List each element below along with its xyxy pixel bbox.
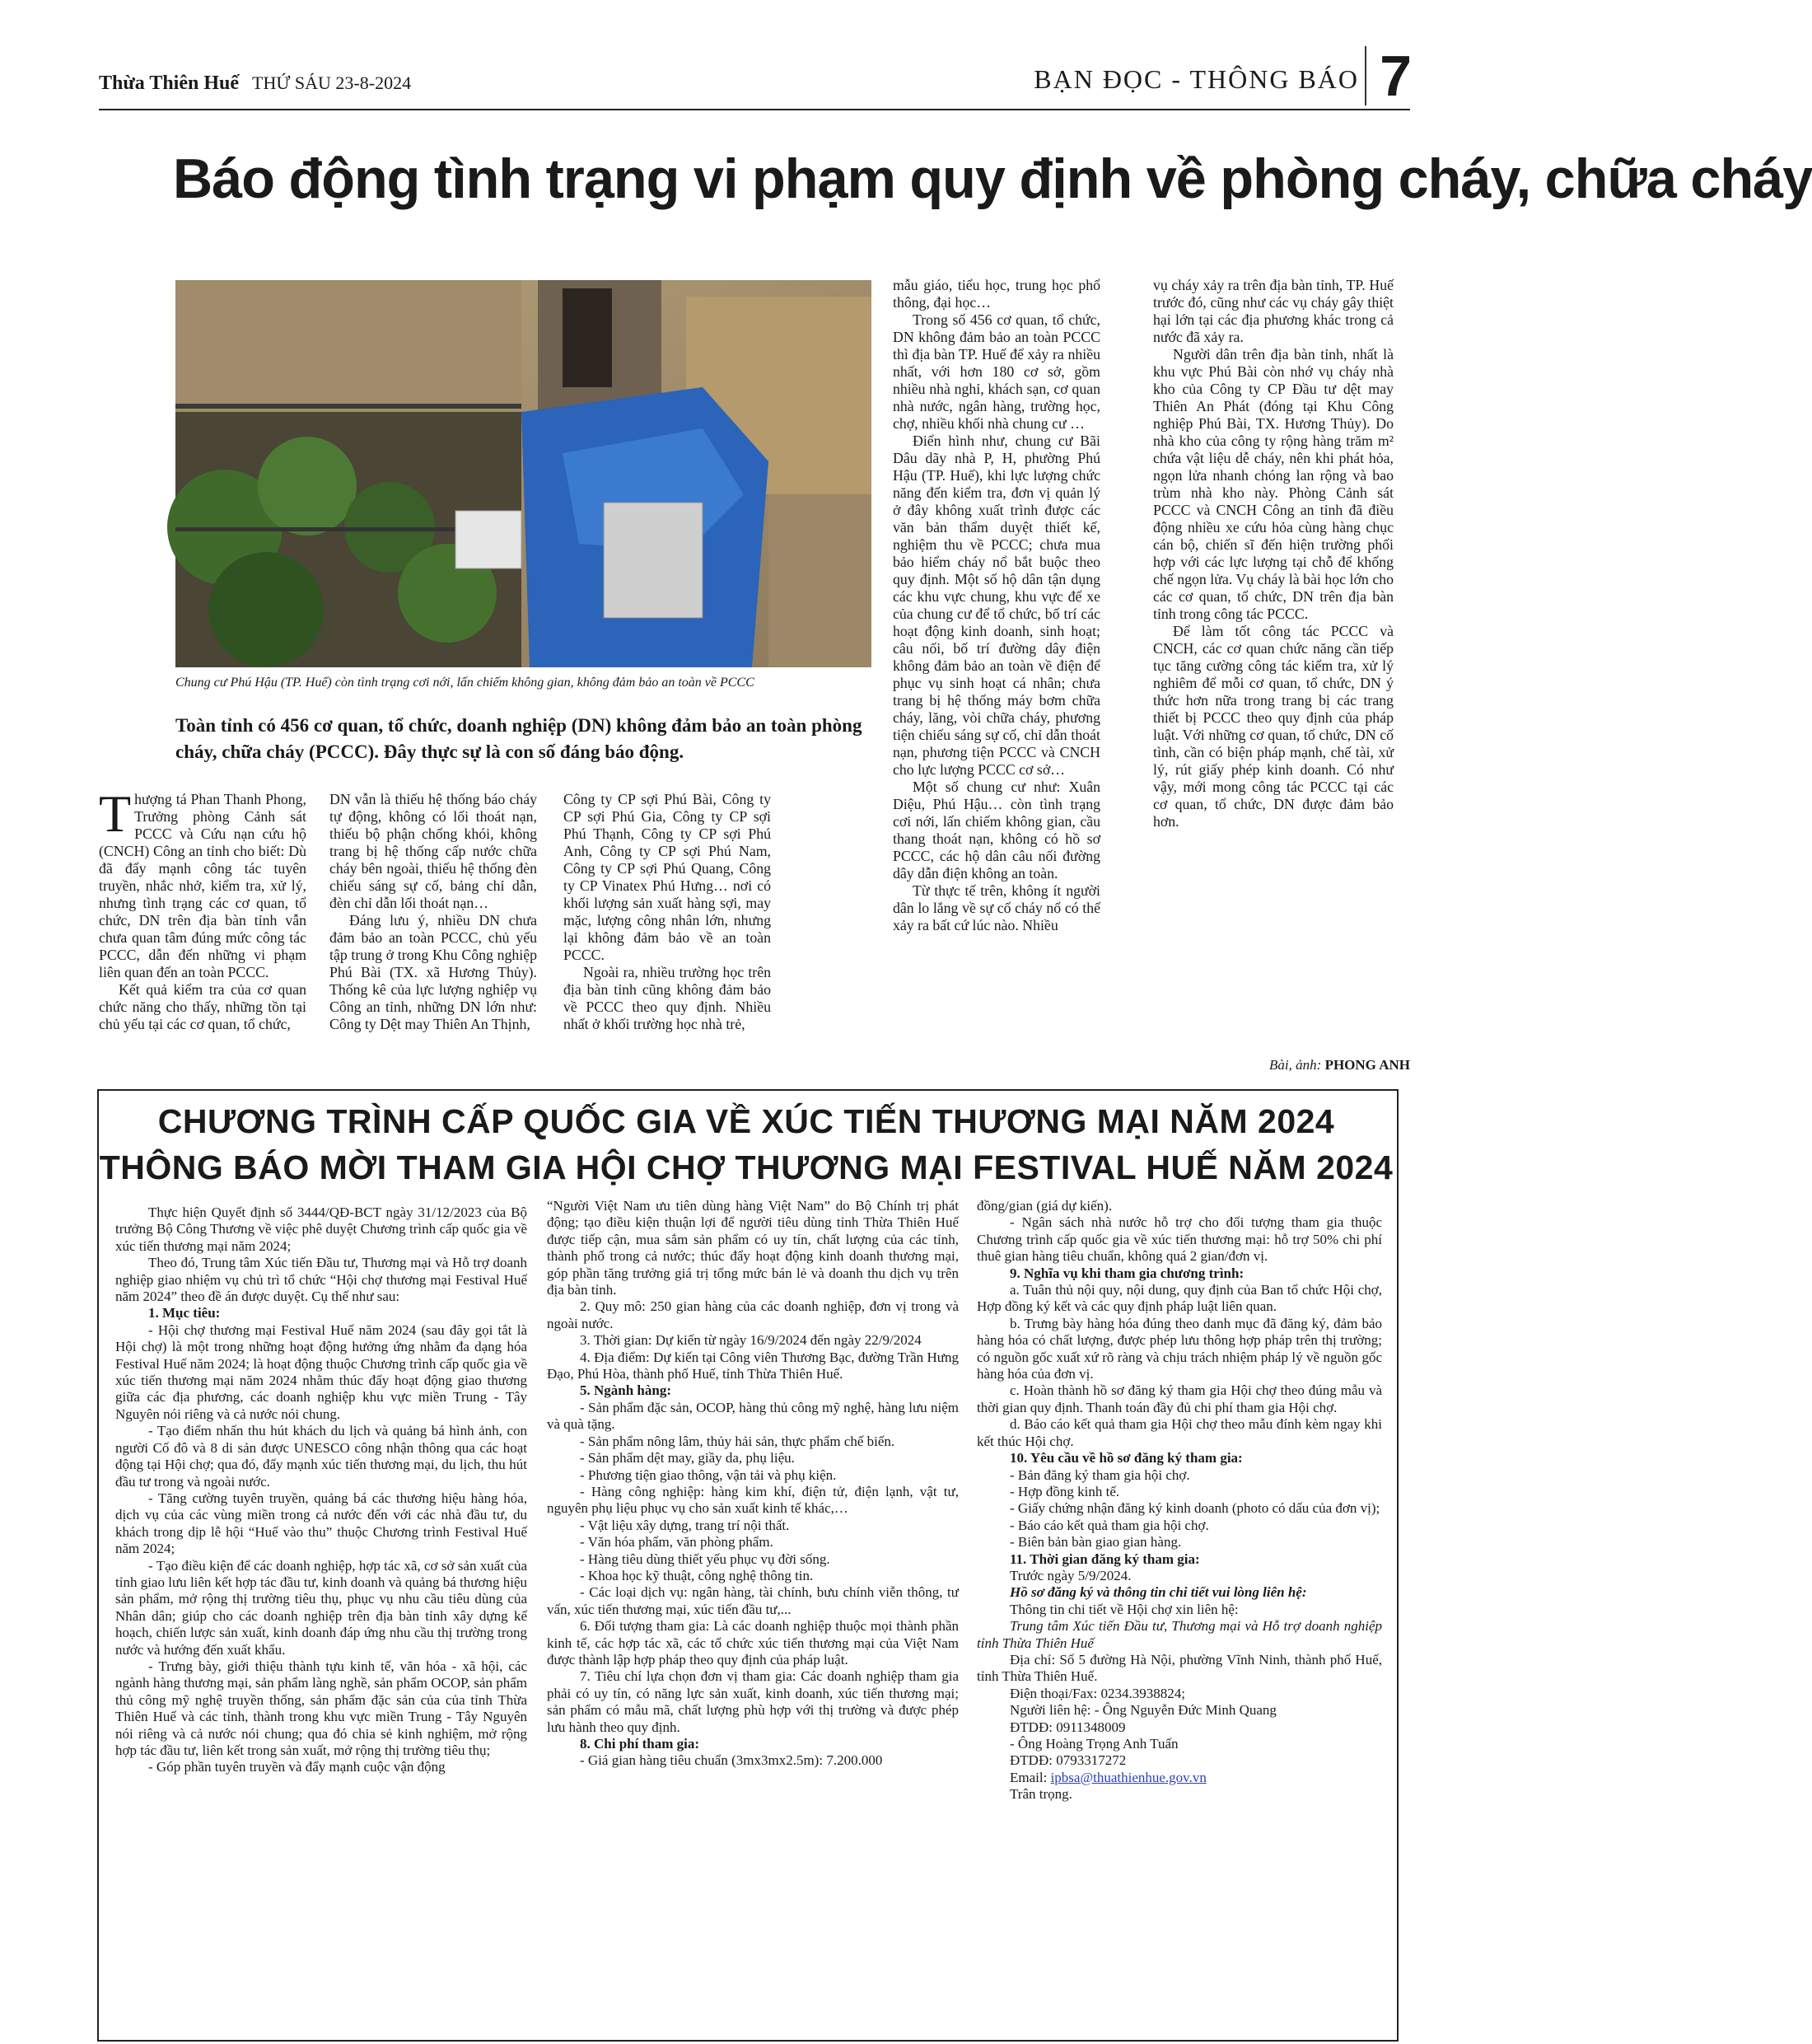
paragraph: - Tạo điểm nhấn thu hút khách du lịch và quảng bá hình ảnh, con người Cố đô và 8 di sản được UNESCO công nhận thông qua các hoạt động tại Hội chợ; qua đó, đẩy mạnh xúc tiến thương mại, du lịch, thu hút đầu tư trong và ngoài nước. <box>115 1423 527 1490</box>
article-column-5 <box>1153 277 1394 830</box>
paragraph: Công ty CP sợi Phú Bài, Công ty CP sợi Phú Gia, Công ty CP sợi Phú Thạnh, Công ty CP sợi Phú Anh, Công ty CP sợi Phú Nam, Công ty CP sợi Phú Quang, Công ty CP Vinatex Phú Hưng… nơi có khối lượng sản xuất hàng sợi, may mặc, lượng công nhân lớn, nhưng lại không đảm bảo về an toàn PCCC. <box>563 791 771 963</box>
notice-title-1: CHƯƠNG TRÌNH CẤP QUỐC GIA VỀ XÚC TIẾN THƯƠNG MẠI NĂM 2024 <box>157 1102 1335 1140</box>
paragraph: Thực hiện Quyết định số 3444/QĐ-BCT ngày 31/12/2023 của Bộ trưởng Bộ Công Thương về việc phê duyệt Chương trình cấp quốc gia về xúc tiến thương mại năm 2024; <box>115 1204 527 1254</box>
newspaper-name: Thừa Thiên Huế <box>99 72 240 94</box>
paragraph: - Giá gian hàng tiêu chuẩn (3mx3mx2.5m): 7.200.000 <box>580 1752 883 1769</box>
paragraph: - Góp phần tuyên truyền và đẩy mạnh cuộc vận động <box>148 1759 446 1775</box>
paragraph: đồng/gian (giá dự kiến). <box>977 1198 1113 1214</box>
article-column-4 <box>893 277 1100 934</box>
article-column-3 <box>563 791 771 1033</box>
paragraph: - Các loại dịch vụ: ngân hàng, tài chính, bưu chính viễn thông, tư vấn, xúc tiến thương mại, xúc tiến đầu tư,... <box>547 1584 959 1617</box>
paragraph: mẫu giáo, tiểu học, trung học phổ thông, đại học… <box>893 277 1100 311</box>
paragraph: Trước ngày 5/9/2024. <box>1010 1567 1132 1583</box>
section-heading: 5. Ngành hàng: <box>580 1382 672 1399</box>
paragraph: Theo đó, Trung tâm Xúc tiến Đầu tư, Thương mại và Hỗ trợ doanh nghiệp giao nhiệm vụ chủ trì tổ chức “Hội chợ thương mại Festival Huế năm 2024” theo đề án được duyệt. Cụ thể như sau: <box>115 1255 527 1305</box>
contact-heading: Hồ sơ đăng ký và thông tin chi tiết vui lòng liên hệ: <box>1010 1584 1307 1601</box>
paragraph: 7. Tiêu chí lựa chọn đơn vị tham gia: Các doanh nghiệp tham gia phải có uy tín, có năng lực sản xuất, kinh doanh, xúc tiến thương mại; sản phẩm có mẫu mã, chất lượng phù hợp với thị trường và được phép lưu hành theo quy định. <box>547 1668 959 1735</box>
paragraph: Để làm tốt công tác PCCC và CNCH, các cơ quan chức năng cần tiếp tục tăng cường công tác kiểm tra, xử lý nghiêm để mỗi cơ quan, tổ chức, DN ý thức hơn nữa trong trang bị các trang thiết bị PCCC theo quy định của pháp luật. Với những cơ quan, tổ chức, DN cố tình, cần có biện pháp mạnh, chế tài, xử lý, rút giấy phép kinh doanh. Có như vậy, mới mong công tác PCCC tại các cơ quan, tổ chức, DN được đảm bảo hơn. <box>1153 623 1394 830</box>
paragraph: “Người Việt Nam ưu tiên dùng hàng Việt Nam” do Bộ Chính trị phát động; tạo điều kiện thuận lợi để người tiêu dùng tỉnh Thừa Thiên Huế được tiếp cận, mua sắm sản phẩm có uy tín, chất lượng của các tỉnh, thành phố trong cả nước; thúc đẩy hoạt động kinh doanh thương mại, góp phần tăng trưởng giá trị tổng mức bán lẻ và doanh thu dịch vụ trên địa bàn tỉnh. <box>547 1198 959 1298</box>
article-column-2 <box>329 791 537 1033</box>
paragraph: Kết quả kiểm tra của cơ quan chức năng cho thấy, những tồn tại chủ yếu tại các cơ quan, tổ chức, <box>99 981 306 1032</box>
paragraph: - Ngân sách nhà nước hỗ trợ cho đối tượng tham gia thuộc Chương trình cấp quốc gia về xúc tiến thương mại: hỗ trợ 50% chi phí thuê gian hàng tiêu chuẩn, không quá 2 gian/đơn vị. <box>977 1214 1382 1265</box>
paragraph: b. Trưng bày hàng hóa đúng theo danh mục đã đăng ký, đảm bảo hàng hóa có chất lượng, được phép lưu thông hợp pháp trên thị trường; có nguồn gốc xuất xứ rõ ràng và chịu trách nhiệm pháp lý về nguồn gốc hàng hóa của đơn vị. <box>977 1315 1382 1382</box>
mobile-phone: ĐTDĐ: 0911348009 <box>1010 1719 1126 1735</box>
paragraph: - Tăng cường tuyên truyền, quảng bá các thương hiệu hàng hóa, dịch vụ của các vùng miền trong cả nước đến với các nhà đầu tư, du khách trong dịp lễ hội “Huế vào thu” thuộc Chương trình Festival Huế năm 2024; <box>115 1490 527 1557</box>
article-headline: Báo động tình trạng vi phạm quy định về phòng cháy, chữa cháy <box>173 147 1812 210</box>
paragraph: Điển hình như, chung cư Bãi Dâu dãy nhà P, H, phường Phú Hậu (TP. Huế), khi lực lượng chức năng đến kiểm tra, đơn vị quản lý ở đây không xuất trình được các văn bản thẩm duyệt thiết kế, nghiệm thu về PCCC; chưa mua bảo hiểm cháy nổ bắt buộc theo quy định. Một số hộ dân tận dụng các khu vực chung, khu vực để xe của chung cư để tổ chức, bố trí các hoạt động kinh doanh, sinh hoạt; câu nối, bố trí đường dây điện không đảm bảo an toàn về điện để phục vụ sinh hoạt cá nhân; chưa trang bị hệ thống máy bơm chữa cháy, lăng, vòi chữa cháy, phương tiện chiếu sáng sự cố, chỉ dẫn thoát nạn, phương tiện PCCC và CNCH cho lực lượng PCCC cơ sở… <box>893 433 1100 778</box>
paragraph: - Trưng bày, giới thiệu thành tựu kinh tế, văn hóa - xã hội, các ngành hàng thương mại, sản phẩm làng nghề, sản phẩm OCOP, sản phẩm thủ công mỹ nghệ truyền thống, sản phẩm đặc sản của của tỉnh Thừa Thiên Huế và các tỉnh, thành trong khu vực miền Trung - Tây Nguyên nói riêng và cả nước nói chung; qua đó chia sẻ kinh nghiệm, mở rộng hợp tác đầu tư, liên kết trong sản xuất, mở rộng thị trường tiêu thụ; <box>115 1658 527 1758</box>
paragraph: 4. Địa điểm: Dự kiến tại Công viên Thương Bạc, đường Trần Hưng Đạo, Phú Hòa, thành phố Huế, tỉnh Thừa Thiên Huế. <box>547 1349 959 1382</box>
dropcap: T <box>99 784 132 843</box>
paragraph: Từ thực tế trên, không ít người dân lo lắng về sự cố cháy nổ có thể xảy ra bất cứ lúc nào. Nhiều <box>893 882 1100 933</box>
section-heading: 10. Yêu cầu về hồ sơ đăng ký tham gia: <box>1010 1450 1243 1466</box>
phone-fax: Điện thoại/Fax: 0234.3938824; <box>1010 1685 1185 1701</box>
mobile-phone: ĐTDĐ: 0793317272 <box>1010 1752 1127 1769</box>
email-label: Email: <box>1010 1769 1048 1785</box>
paragraph: 6. Đối tượng tham gia: Là các doanh nghiệp thuộc mọi thành phần kinh tế, các hợp tác xã, các tổ chức xúc tiến thương mại của Việt Nam được thành lập hợp pháp theo quy định của pháp luật. <box>547 1618 959 1667</box>
paragraph: - Tạo điều kiện để các doanh nghiệp, hợp tác xã, cơ sở sản xuất của tỉnh giao lưu liên kết hợp tác đầu tư, kinh doanh và quảng bá thương hiệu sản phẩm, mở rộng thị trường tiêu thụ, phục vụ nhu cầu tiêu dùng của Nhân dân; giúp cho các doanh nghiệp trên địa bàn tỉnh xây dựng kế hoạch, chiến lược sản xuất, kinh doanh đáp ứng nhu cầu thị trường trong nước và hướng đến xuất khẩu. <box>115 1557 527 1658</box>
paragraph: Thông tin chi tiết về Hội chợ xin liên hệ: <box>1010 1601 1239 1617</box>
paragraph: 3. Thời gian: Dự kiến từ ngày 16/9/2024 đến ngày 22/9/2024 <box>580 1332 922 1349</box>
paragraph: DN vẫn là thiếu hệ thống báo cháy tự động, không có lối thoát nạn, thiếu bộ phận chống khói, không trang bị hệ thống cấp nước chữa cháy bên ngoài, thiếu hệ thống đèn chiếu sáng sự cố, bảng chỉ dẫn, đèn chỉ dẫn lối thoát nạn… <box>329 791 537 911</box>
paragraph: Một số chung cư như: Xuân Diệu, Phú Hậu… còn tình trạng cơi nới, lấn chiếm không gian, cầu thang thoát nạn, không có hồ sơ PCCC, các hộ dân câu nối đường dây dẫn điện không an toàn. <box>893 779 1100 882</box>
issue-date: THỨ SÁU 23-8-2024 <box>252 72 412 93</box>
paragraph: Đáng lưu ý, nhiều DN chưa đảm bảo an toàn PCCC, chủ yếu tập trung ở trong Khu Công nghiệp Phú Bài (TX. xã Hương Thủy). Thống kê của lực lượng nghiệp vụ Công an tỉnh, những DN lớn như: Công ty Dệt may Thiên An Thịnh, <box>329 912 537 1032</box>
email-link[interactable]: ipbsa@thuathienhue.gov.vn <box>1050 1769 1207 1785</box>
paragraph: - Hợp đồng kinh tế. <box>1010 1483 1120 1499</box>
paragraph: - Sản phẩm nông lâm, thủy hải sản, thực phẩm chế biến. <box>580 1433 895 1449</box>
paragraph: - Biên bản bàn giao gian hàng. <box>1010 1534 1182 1551</box>
section-heading: 1. Mục tiêu: <box>148 1305 221 1321</box>
paragraph: - Phương tiện giao thông, vận tải và phụ kiện. <box>580 1466 837 1483</box>
paragraph: hượng tá Phan Thanh Phong, Trưởng phòng Cảnh sát PCCC và Cứu nạn cứu hộ (CNCH) Công an tỉnh cho biết: Dù đã đẩy mạnh công tác tuyên truyền, nhắc nhở, kiểm tra, xử lý, nhưng tình trạng các cơ quan, tổ chức, DN trên địa bàn tỉnh vẫn chưa quan tâm đúng mức công tác PCCC, dẫn đến những vi phạm liên quan đến an toàn PCCC. <box>99 791 306 980</box>
header-rule <box>99 109 1410 110</box>
closing: Trân trọng. <box>1010 1786 1072 1803</box>
organization-name: Trung tâm Xúc tiến Đầu tư, Thương mại và Hỗ trợ doanh nghiệp tỉnh Thừa Thiên Huế <box>977 1618 1382 1651</box>
notice-title-2: THÔNG BÁO MỜI THAM GIA HỘI CHỢ THƯƠNG MẠI FESTIVAL HUẾ NĂM 2024 <box>99 1148 1394 1186</box>
paragraph: d. Báo cáo kết quả tham gia Hội chợ theo mẫu đính kèm ngay khi kết thúc Hội chợ. <box>977 1416 1382 1449</box>
article-lead: Toàn tỉnh có 456 cơ quan, tổ chức, doanh nghiệp (DN) không đảm bảo an toàn phòng cháy, chữa cháy (PCCC). Đây thực sự là con số đáng báo động. <box>175 715 862 762</box>
paragraph: - Giấy chứng nhận đăng ký kinh doanh (photo có dấu của đơn vị); <box>1010 1500 1380 1517</box>
paragraph: - Sản phẩm đặc sản, OCOP, hàng thủ công mỹ nghệ, hàng lưu niệm và quà tặng. <box>547 1399 959 1433</box>
paragraph: Người dân trên địa bàn tỉnh, nhất là khu vực Phú Bài còn nhớ vụ cháy nhà kho của Công ty CP Đầu tư dệt may Thiên An Phát (đóng tại Khu Công nghiệp Phú Bài, TX. Hương Thủy). Do nhà kho của công ty rộng hàng trăm m² chứa vật liệu dễ cháy, nên khi phát hỏa, ngọn lửa nhanh chóng lan rộng và bao trùm nhà kho này. Phòng Cảnh sát PCCC và CNCH Công an tỉnh đã điều động nhiều xe cứu hỏa cùng hàng chục cán bộ, chiến sĩ đến hiện trường phối hợp với các lực lượng tại chỗ để khống chế ngọn lửa. Vụ cháy là bài học lớn cho các cơ quan, tổ chức, DN trên địa bàn tỉnh trong công tác PCCC. <box>1153 346 1394 622</box>
page-number: 7 <box>1365 46 1412 105</box>
photo-caption: Chung cư Phú Hậu (TP. Huế) còn tình trạng cơi nới, lấn chiếm không gian, không đảm bảo an toàn về PCCC <box>175 676 754 690</box>
section-heading: 9. Nghĩa vụ khi tham gia chương trình: <box>1010 1265 1245 1281</box>
section-heading: 8. Chi phí tham gia: <box>580 1736 699 1752</box>
article-photo <box>175 280 871 667</box>
paragraph: a. Tuân thủ nội quy, nội dung, quy định của Ban tổ chức Hội chợ, Hợp đồng ký kết và các quy định pháp luật liên quan. <box>977 1282 1382 1315</box>
paragraph: vụ cháy xảy ra trên địa bàn tỉnh, TP. Huế trước đó, cũng như các vụ cháy gây thiệt hại lớn tại các địa phương khác trong cả nước đã xảy ra. <box>1153 277 1394 345</box>
masthead <box>99 72 411 95</box>
byline-author: PHONG ANH <box>1324 1057 1410 1073</box>
paragraph: - Hàng tiêu dùng thiết yếu phục vụ đời sống. <box>580 1551 830 1567</box>
paragraph: Trong số 456 cơ quan, tổ chức, DN không đảm bảo an toàn PCCC thì địa bàn TP. Huế để xảy ra nhiều nhất, với hơn 180 cơ sở, gồm nhiều nhà nghỉ, khách sạn, cơ quan nhà nước, ngân hàng, trường học, chợ, nhiều khối nhà chung cư … <box>893 311 1100 432</box>
paragraph: - Văn hóa phẩm, văn phòng phẩm. <box>580 1534 773 1551</box>
byline-prefix: Bài, ảnh: <box>1269 1057 1322 1073</box>
paragraph: c. Hoàn thành hồ sơ đăng ký tham gia Hội chợ theo đúng mẫu và thời gian quy định. Thanh toán đầy đủ chi phí tham gia Hội chợ. <box>977 1382 1382 1415</box>
section-name: BẠN ĐỌC - THÔNG BÁO <box>1034 64 1359 94</box>
contact-person: Người liên hệ: - Ông Nguyễn Đức Minh Quang <box>1010 1702 1277 1719</box>
paragraph: - Vật liệu xây dựng, trang trí nội thất. <box>580 1517 790 1533</box>
notice-column-1 <box>115 1204 527 1776</box>
paragraph: - Hàng công nghiệp: hàng kim khí, điện tử, điện lạnh, vật tư, nguyên phụ liệu phục vụ cho sản xuất kinh tế khác,… <box>547 1483 959 1517</box>
address: Địa chỉ: Số 5 đường Hà Nội, phường Vĩnh Ninh, thành phố Huế, tỉnh Thừa Thiên Huế. <box>977 1651 1382 1685</box>
paragraph: - Bản đăng ký tham gia hội chợ. <box>1010 1466 1190 1483</box>
article-column-1 <box>99 784 306 1033</box>
contact-person: - Ông Hoàng Trọng Anh Tuấn <box>1010 1736 1179 1752</box>
paragraph: - Sản phẩm dệt may, giầy da, phụ liệu. <box>580 1450 795 1466</box>
notice-column-2 <box>547 1198 959 1770</box>
paragraph: 2. Quy mô: 250 gian hàng của các doanh nghiệp, đơn vị trong và ngoài nước. <box>547 1298 959 1331</box>
paragraph: - Khoa học kỹ thuật, công nghệ thông tin. <box>580 1567 814 1583</box>
paragraph: Ngoài ra, nhiều trường học trên địa bàn tỉnh cũng không đảm bảo về PCCC theo quy định. Nhiều nhất ở khối trường học nhà trẻ, <box>563 964 771 1032</box>
byline <box>1269 1057 1410 1073</box>
notice-column-3 <box>977 1198 1382 1803</box>
paragraph: - Hội chợ thương mại Festival Huế năm 2024 (sau đây gọi tắt là Hội chợ) là một trong những hoạt động hưởng ứng nhằm đa dạng hóa Festival Huế năm 2024; là hoạt động thuộc Chương trình cấp quốc gia về xúc tiến thương mại năm 2024 nhằm thúc đẩy hoạt động giao thương giữa các địa phương, các doanh nghiệp khu vực miền Trung - Tây Nguyên nói riêng và cả nước nói chung. <box>115 1321 527 1422</box>
section-heading: 11. Thời gian đăng ký tham gia: <box>1010 1551 1200 1567</box>
paragraph: - Báo cáo kết quả tham gia hội chợ. <box>1010 1517 1209 1533</box>
